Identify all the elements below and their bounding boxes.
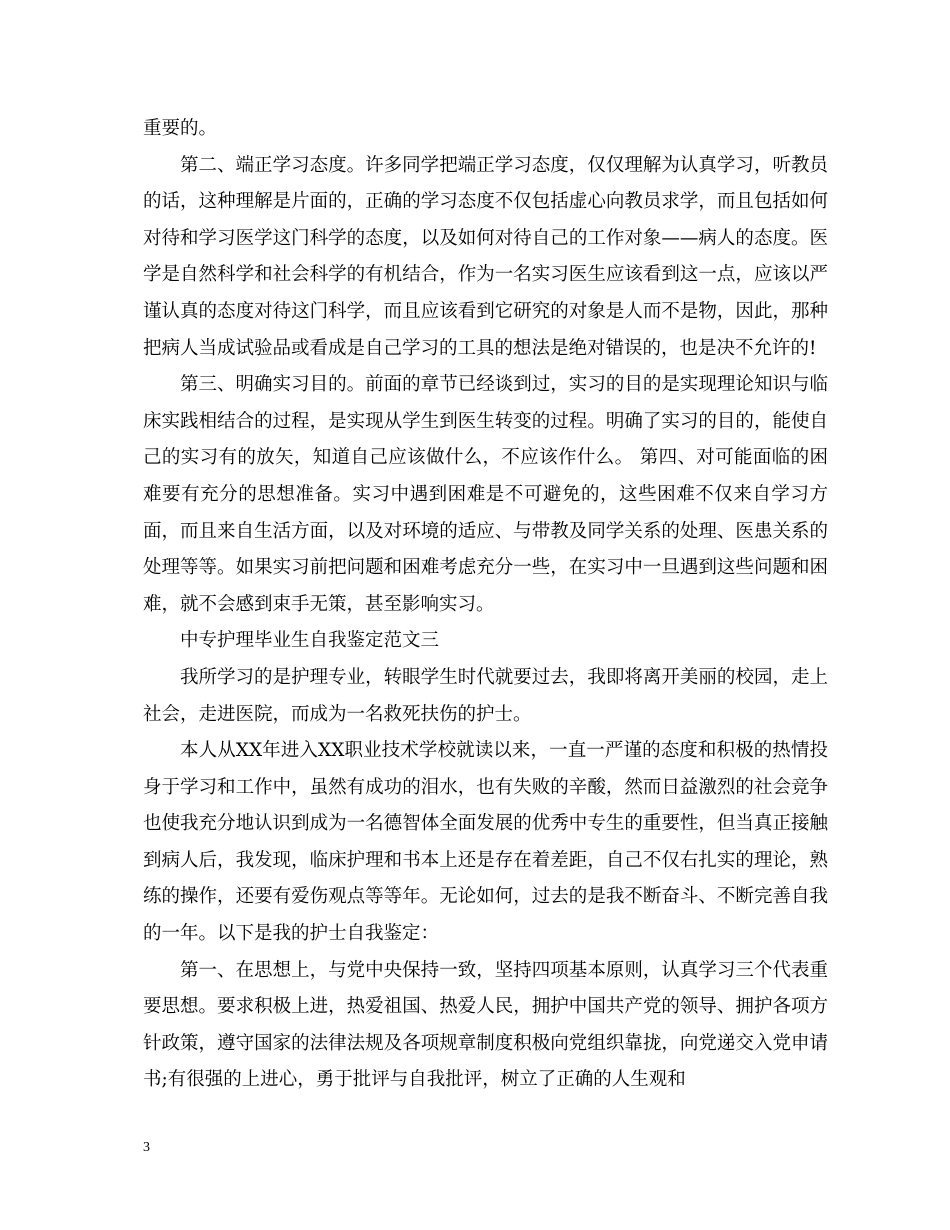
paragraph-second-point: 第二、端正学习态度。许多同学把端正学习态度，仅仅理解为认真学习，听教员的话，这种理解是片面的，正确的学习态度不仅包括虚心向教员求学，而且包括如何对待和学习医学这门科学的态度，以及如何对待自己的工作对象——病人的态度。医学是自然科学和社会科学的有机结合，作为一名实习医生应该看到这一点，应该以严谨认真的态度对待这门科学，而且应该看到它研究的对象是人而不是物，因此，那种把病人当成试验品或看成是自己学习的工具的想法是绝对错误的，也是决不允许的!	[143, 154, 828, 359]
paragraph-intro: 我所学习的是护理专业，转眼学生时代就要过去，我即将离开美丽的校园，走上社会，走进医院，而成为一名救死扶伤的护士。	[143, 666, 828, 725]
page-number: 3	[143, 1140, 150, 1155]
document-body	[143, 111, 828, 1099]
paragraph-continuation: 重要的。	[143, 118, 218, 139]
paragraph-third-point: 第三、明确实习目的。前面的章节已经谈到过，实习的目的是实现理论知识与临床实践相结合的过程，是实现从学生到医生转变的过程。明确了实习的目的，能使自己的实习有的放矢，知道自己应该做什么，不应该作什么。 第四、对可能面临的困难要有充分的思想准备。实习中遇到困难是不可避免的，这些困难不仅来自学习方面，而且来自生活方面，以及对环境的适应、与带教及同学关系的处理、医患关系的处理等等。如果实习前把问题和困难考虑充分一些，在实习中一旦遇到这些问题和困难，就不会感到束手无策，甚至影响实习。	[143, 374, 828, 615]
section-heading: 中专护理毕业生自我鉴定范文三	[180, 630, 440, 652]
paragraph-first-point: 第一、在思想上，与党中央保持一致，坚持四项基本原则，认真学习三个代表重要思想。要求积极上进，热爱祖国、热爱人民，拥护中国共产党的领导、拥护各项方针政策，遵守国家的法律法规及各项规章制度积极向党组织靠拢，向党递交入党申请书;有很强的上进心，勇于批评与自我批评，树立了正确的人生观和	[143, 959, 828, 1091]
paragraph-self-review: 本人从XX年进入XX职业技术学校就读以来，一直一严谨的态度和积极的热情投身于学习和工作中，虽然有成功的泪水，也有失败的辛酸，然而日益激烈的社会竞争也使我充分地认识到成为一名德智体全面发展的优秀中专生的重要性，但当真正接触到病人后，我发现，临床护理和书本上还是存在着差距，自己不仅右扎实的理论，熟练的操作，还要有爱伤观点等等年。无论如何，过去的是我不断奋斗、不断完善自我的一年。以下是我的护士自我鉴定：	[143, 740, 828, 945]
